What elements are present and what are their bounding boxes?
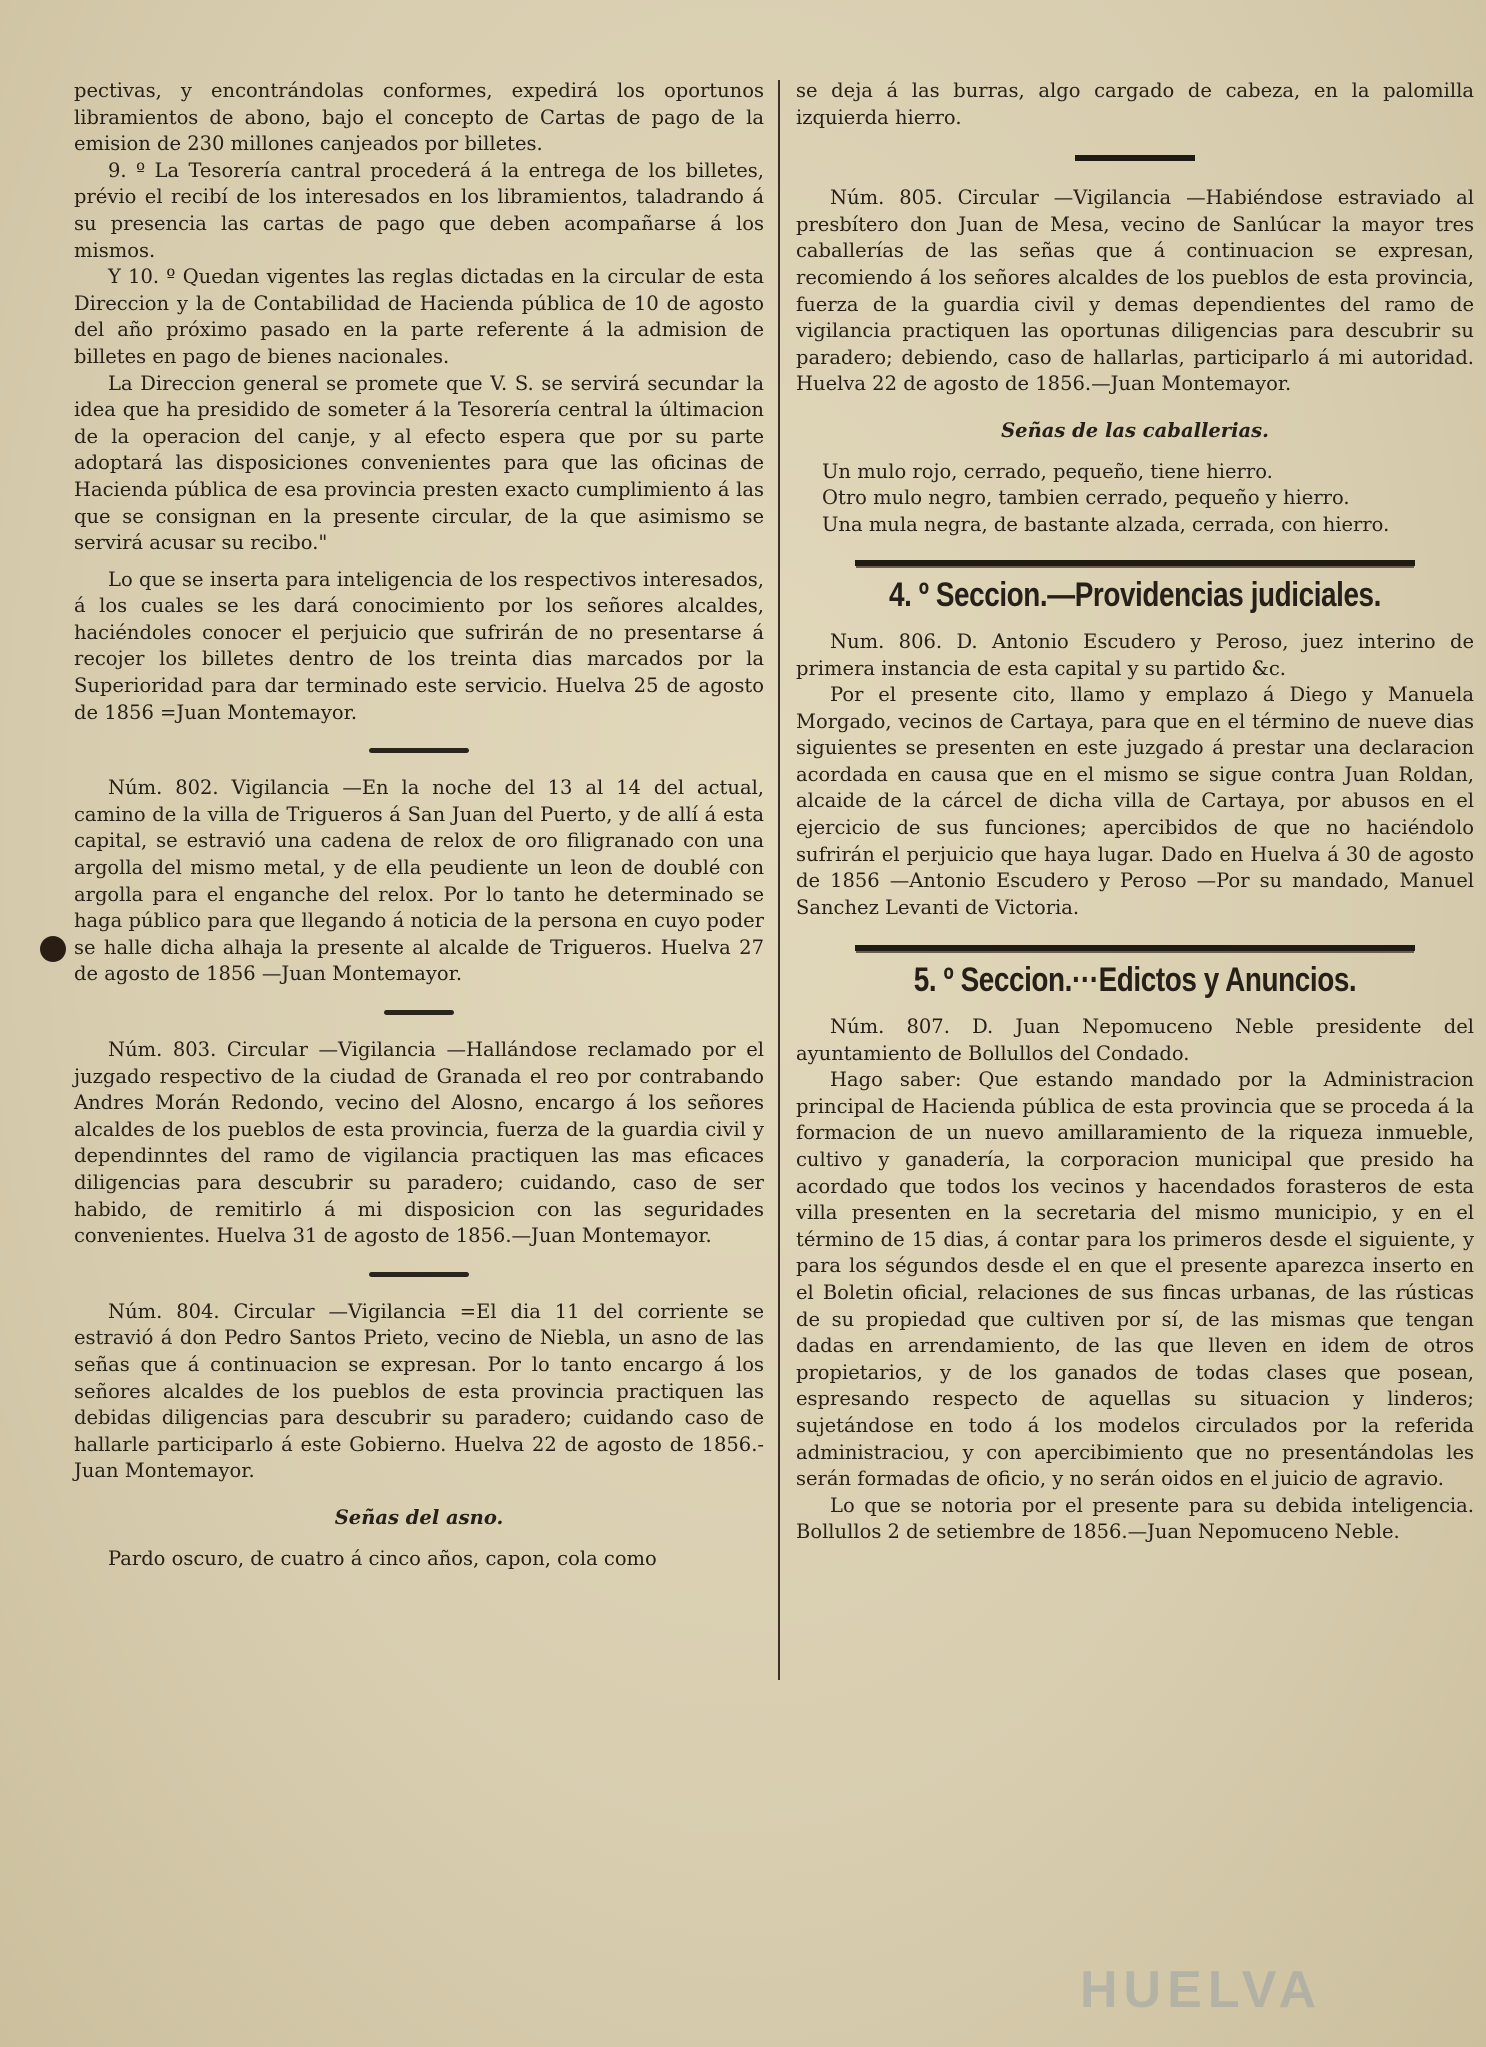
notice-804: Núm. 804. Circular —Vigilancia =El dia 11 del corriente se estravió á don Pedro Santos Prieto, vecino de Niebla, un asno de las señas que á continuacion se expresan. Por lo tanto encargo á los señores alcaldes de los pueblos de esta provincia practiquen las debidas diligencias para descubrir su paradero; cuidando caso de hallarle participarlo á este Gobierno. Huelva 22 de agosto de 1856.-Juan Montemayor. bbox=[74, 1299, 764, 1483]
column-rule bbox=[778, 80, 780, 1680]
notice-807: Núm. 807. D. Juan Nepomuceno Neble presidente del ayuntamiento de Bollullos del Condado. bbox=[796, 1015, 1474, 1065]
heading-senas-caballerias: Señas de las caballerias. bbox=[1001, 418, 1269, 442]
separator bbox=[1075, 155, 1195, 161]
separator bbox=[855, 560, 1415, 566]
separator bbox=[369, 1272, 469, 1277]
ink-blot bbox=[40, 936, 66, 962]
separator bbox=[369, 748, 469, 753]
paragraph: Lo que se notoria por el presente para su debida inteligencia. Bollullos 2 de setiembre de 1856.—Juan Nepomuceno Neble. bbox=[796, 1493, 1474, 1544]
separator bbox=[384, 1010, 454, 1015]
left-column bbox=[74, 78, 764, 1572]
notice-802: Núm. 802. Vigilancia —En la noche del 13 al 14 del actual, camino de la villa de Trigueros á San Juan del Puerto, y de allí á esta capital, se estravió una cadena de relox de oro filigranado con una argolla del mismo metal, y de ella peudiente un leon de doublé con argolla para el enganche del relox. Por lo tanto he determinado se haga público para que llegando á noticia de la persona en cuyo poder se halle dicha alhaja la presente al alcalde de Trigueros. Huelva 27 de agosto de 1856 —Juan Montemayor. bbox=[74, 776, 764, 986]
paragraph: Hago saber: Que estando mandado por la Administracion principal de Hacienda pública de esta provincia que se proceda á la formacion de un nuevo amillaramiento de la riqueza inmueble, cultivo y ganadería, la corporacion municipal que presido ha acordado que todos los vecinos y hacendados forasteros de esta villa presenten en la secretaria del mismo municipio, y en el término de 15 dias, á contar para los primeros desde el siguiente, y para los ségundos desde el en que el presente aparezca inserto en el Boletin oficial, relaciones de sus fincas urbanas, de las rústicas de su propiedad que cultiven por sí, de las mismas que tengan dadas en arrendamiento, de las que lleven en idem de otros propietarios, y de los ganados de todas clases que posean, espresando respecto de aquellas su situacion y linderos; sujetándose en todo á los modelos circulados por la referida administraciou, y con apercibimiento que no presentándolas les serán formadas de oficio, y no serán oidos en el juicio de agravio. bbox=[796, 1068, 1474, 1491]
list-item: Una mula negra, de bastante alzada, cerrada, con hierro. bbox=[822, 512, 1390, 536]
section-title-4: 4. º Seccion.—Providencias judiciales. bbox=[888, 576, 1381, 615]
list-item: Un mulo rojo, cerrado, pequeño, tiene hierro. bbox=[822, 459, 1273, 483]
notice-805: Núm. 805. Circular —Vigilancia —Habiéndose estraviado al presbítero don Juan de Mesa, vecino de Sanlúcar la mayor tres caballerías de las señas que á continuacion se expresan, recomiendo á los señores alcaldes de los pueblos de esta provincia, fuerza de la guardia civil y demas dependientes del ramo de vigilancia practiquen las oportunas diligencias para descubrir su paradero; debiendo, caso de hallarlas, participarlo á mi autoridad. Huelva 22 de agosto de 1856.—Juan Montemayor. bbox=[796, 186, 1474, 396]
list-item: Otro mulo negro, tambien cerrado, pequeño y hierro. bbox=[822, 486, 1350, 510]
separator bbox=[855, 945, 1415, 951]
notice-806: Num. 806. D. Antonio Escudero y Peroso, juez interino de primera instancia de esta capital y su partido &c. bbox=[796, 629, 1474, 680]
paragraph: Por el presente cito, llamo y emplazo á Diego y Manuela Morgado, vecinos de Cartaya, para que en el término de nueve dias siguientes se presenten en este juzgado á prestar una declaracion acordada en causa que en el mismo se sigue contra Juan Roldan, alcaide de la cárcel de dicha villa de Cartaya, por abusos en el ejercicio de sus funciones; apercibidos de que no haciéndolo sufrirán el perjuicio que haya lugar. Dado en Huelva á 30 de agosto de 1856 —Antonio Escudero y Peroso —Por su mandado, Manuel Sanchez Levanti de Victoria. bbox=[796, 683, 1474, 919]
notice-803: Núm. 803. Circular —Vigilancia —Hallándose reclamado por el juzgado respectivo de la ciudad de Granada el reo por contrabando Andres Morán Redondo, vecino del Alosno, encargo á los señores alcaldes de los pueblos de esta provincia, fuerza de la guardia civil y dependinntes del ramo de vigilancia practiquen las mas eficaces diligencias para descubrir su paradero; cuidando, caso de ser habido, de remitirlo á mi disposicion con las seguridades convenientes. Huelva 31 de agosto de 1856.—Juan Montemayor. bbox=[74, 1038, 764, 1248]
right-column bbox=[796, 78, 1474, 1546]
heading-senas-asno: Señas del asno. bbox=[334, 1505, 504, 1529]
paragraph: pectivas, y encontrándolas conformes, expedirá los oportunos libramientos de abono, bajo el concepto de Cartas de pago de la emision de 230 millones canjeados por billetes. bbox=[74, 79, 764, 156]
paragraph: Y 10. º Quedan vigentes las reglas dictadas en la circular de esta Direccion y la de Contabilidad de Hacienda pública de 10 de agosto del año próximo pasado en la parte referente á la admision de billetes en pago de bienes nacionales. bbox=[74, 265, 764, 368]
library-stamp: HUELVA bbox=[1080, 1961, 1323, 2019]
paragraph: se deja á las burras, algo cargado de cabeza, en la palomilla izquierda hierro. bbox=[796, 79, 1474, 129]
paragraph: 9. º La Tesorería cantral procederá á la entrega de los billetes, prévio el recibí de los interesados en los libramientos, taladrando á su presencia las cartas de pago que deben acompañarse á los mismos. bbox=[74, 158, 764, 262]
section-title-5: 5. º Seccion.···Edictos y Anuncios. bbox=[913, 961, 1357, 1000]
paragraph: Pardo oscuro, de cuatro á cinco años, capon, cola como bbox=[108, 1546, 657, 1570]
paragraph: La Direccion general se promete que V. S. se servirá secundar la idea que ha presidido de someter á la Tesorería central la últimacion de la operacion del canje, y al efecto espera que por su parte adoptará las disposiciones convenientes para que las oficinas de Hacienda pública de esa provincia presten exacto cumplimiento á las que se consignan en la presente circular, de la que asimismo se servirá acusar su recibo." bbox=[74, 371, 764, 555]
paragraph: Lo que se inserta para inteligencia de los respectivos interesados, á los cuales se les dará conocimiento por los señores alcaldes, haciéndoles conocer el perjuicio que sufrirán de no presentarse á recojer los billetes dentro de los treinta dias marcados por la Superioridad para dar terminado este servicio. Huelva 25 de agosto de 1856 =Juan Montemayor. bbox=[74, 567, 764, 724]
